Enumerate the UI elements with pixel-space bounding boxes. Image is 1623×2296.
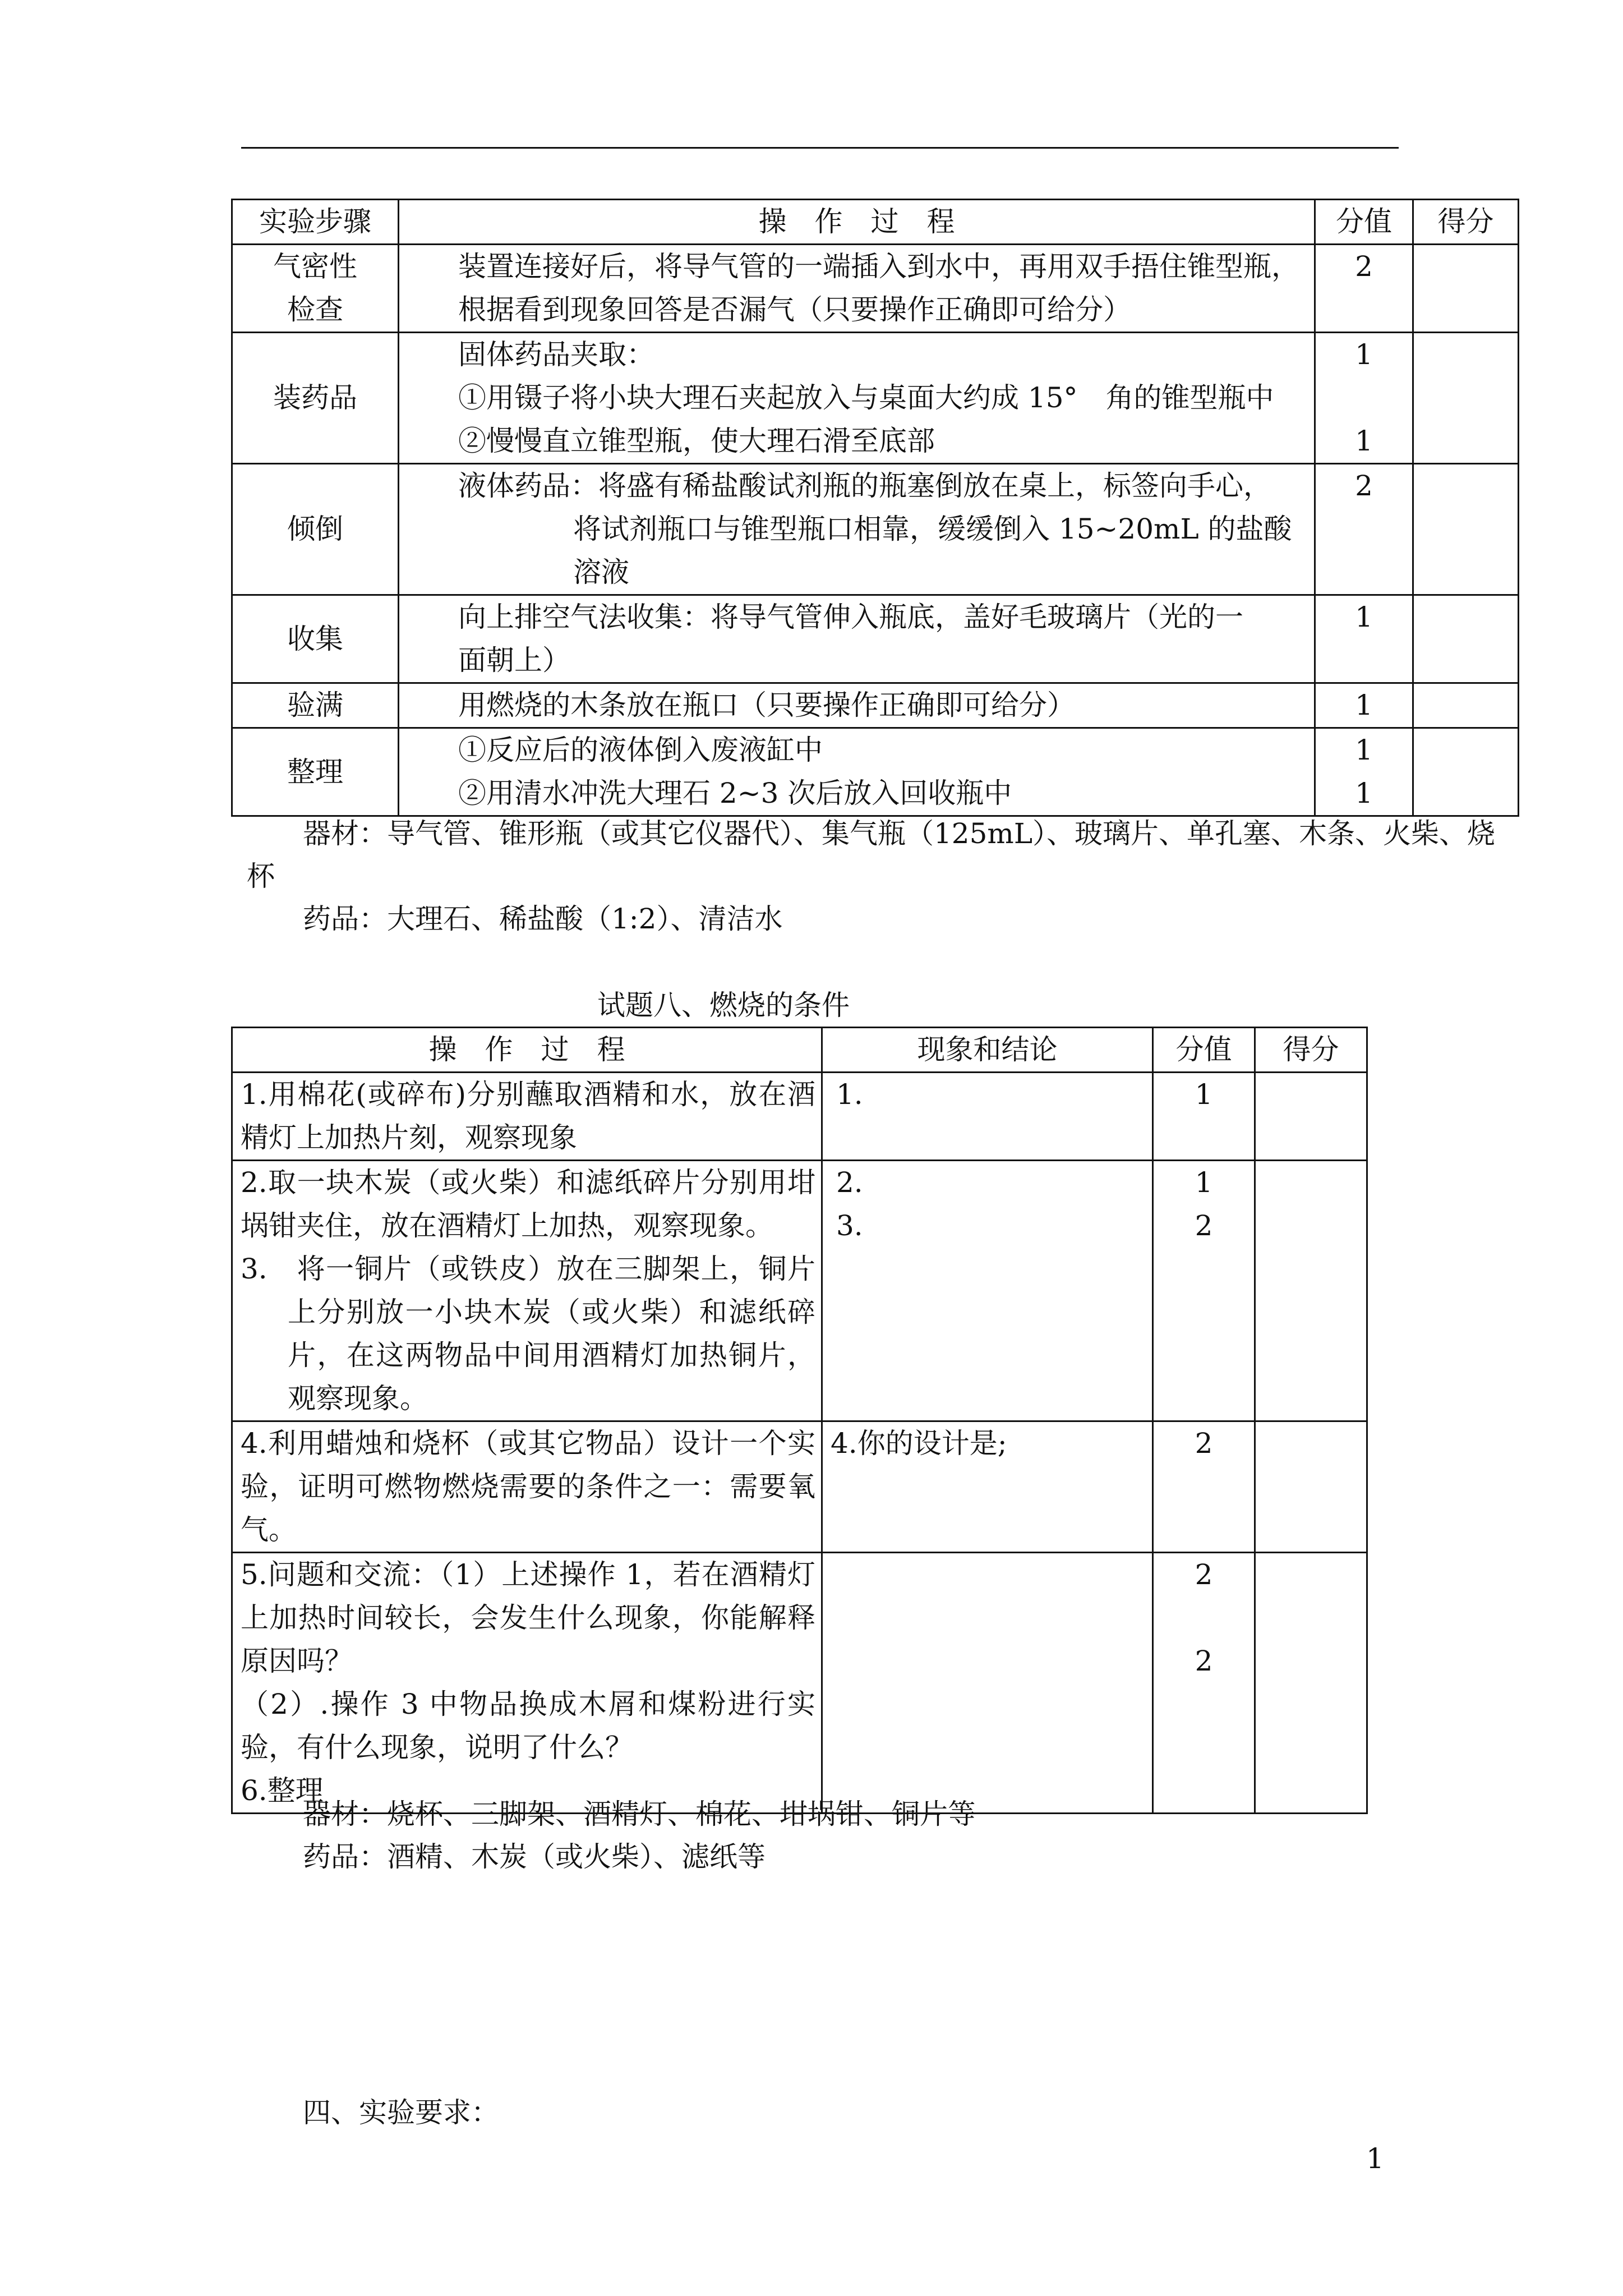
score-cell <box>1153 1161 1255 1421</box>
operation-text: ②用清水冲洗大理石 2~3 次后放入回收瓶中 <box>458 777 1012 809</box>
earned-score-cell <box>1413 245 1519 333</box>
operation-cell <box>399 683 1315 728</box>
operation-text: 向上排空气法收集：将导气管伸入瓶底，盖好毛玻璃片（光的一 <box>458 601 1243 633</box>
table-header-row <box>232 1028 1367 1073</box>
phenomenon-cell <box>822 1073 1153 1161</box>
table-row <box>232 595 1519 683</box>
experiment-steps-table <box>231 199 1519 817</box>
step-cell: 收集 <box>232 595 399 683</box>
table-row <box>232 1421 1367 1553</box>
table-row <box>232 728 1519 816</box>
step-text: 气密性 <box>273 250 357 283</box>
score-value: 1 <box>1355 338 1373 371</box>
earned-score-cell <box>1255 1553 1367 1814</box>
score-cell <box>1153 1553 1255 1814</box>
score-cell <box>1315 595 1413 683</box>
score-value: 2 <box>1195 1209 1213 1242</box>
operation-cell <box>232 1073 822 1161</box>
earned-score-cell <box>1255 1161 1367 1421</box>
operation-text: ②慢慢直立锥型瓶，使大理石滑至底部 <box>458 425 935 457</box>
step-text: 检查 <box>287 293 343 326</box>
table-row <box>232 464 1519 595</box>
column-header: 分值 <box>1315 200 1413 245</box>
column-header: 分值 <box>1153 1028 1255 1073</box>
step-cell: 验满 <box>232 683 399 728</box>
score-value: 1 <box>1355 425 1373 457</box>
operation-text: 将试剂瓶口与锥型瓶口相靠，缓缓倒入 15~20mL 的盐酸 <box>573 513 1292 545</box>
table-row <box>232 333 1519 464</box>
table-row <box>232 1073 1367 1161</box>
operation-text: （2）.操作 3 中物品换成木屑和煤粉进行实验，有什么现象，说明了什么？ <box>241 1688 815 1764</box>
operation-text: 固体药品夹取： <box>458 338 654 371</box>
table-row <box>232 1553 1367 1814</box>
operation-text: 用燃烧的木条放在瓶口（只要操作正确即可给分） <box>458 689 1075 721</box>
operation-text: 5.问题和交流：（1）上述操作 1，若在酒精灯上加热时间较长，会发生什么现象，你能解释原因吗？ <box>241 1558 815 1677</box>
operation-text: 4.利用蜡烛和烧杯（或其它物品）设计一个实验，证明可燃物燃烧需要的条件之一：需要氧气。 <box>241 1427 815 1546</box>
operation-cell <box>232 1421 822 1553</box>
score-value: 1 <box>1195 1078 1213 1111</box>
reagent-list: 药品：酒精、木炭（或火柴）、滤纸等 <box>303 1841 766 1873</box>
score-value: 2 <box>1195 1427 1213 1460</box>
section-title: 试题八、燃烧的条件 <box>597 989 850 1022</box>
earned-score-cell <box>1255 1421 1367 1553</box>
operation-text: 6.整理 <box>241 1774 324 1807</box>
score-value: 2 <box>1195 1558 1213 1591</box>
phenomenon-text: 3. <box>836 1209 863 1242</box>
score-cell <box>1315 333 1413 464</box>
score-value: 1 <box>1355 734 1373 766</box>
table-row <box>232 683 1519 728</box>
earned-score-cell <box>1413 728 1519 816</box>
step-cell: 倾倒 <box>232 464 399 595</box>
header-rule <box>241 147 1399 149</box>
column-header: 现象和结论 <box>822 1028 1153 1073</box>
score-value <box>1154 1596 1254 1640</box>
score-value: 2 <box>1355 470 1373 502</box>
earned-score-cell <box>1413 683 1519 728</box>
section-heading: 四、实验要求： <box>303 2096 499 2129</box>
column-header: 操 作 过 程 <box>232 1028 822 1073</box>
operation-cell <box>399 245 1315 333</box>
equipment-list: 器材：导气管、锥形瓶（或其它仪器代）、集气瓶（125mL）、玻璃片、单孔塞、木条、火柴、烧 <box>303 817 1496 850</box>
page-number: 1 <box>1366 2142 1384 2175</box>
step-cell: 整理 <box>232 728 399 816</box>
operation-cell <box>399 595 1315 683</box>
step-cell <box>232 245 399 333</box>
operation-cell <box>232 1161 822 1421</box>
reagent-list: 药品：大理石、稀盐酸（1:2）、清洁水 <box>303 903 783 935</box>
score-value: 1 <box>1195 1166 1213 1199</box>
score-value: 2 <box>1195 1645 1213 1677</box>
operation-cell <box>399 464 1315 595</box>
phenomenon-text: 4.你的设计是; <box>831 1427 1007 1460</box>
operation-text: 2.取一块木炭（或火柴）和滤纸碎片分别用坩埚钳夹住，放在酒精灯上加热，观察现象。 <box>241 1166 815 1242</box>
score-value: 1 <box>1355 689 1373 721</box>
phenomenon-cell <box>822 1161 1153 1421</box>
score-value: 1 <box>1355 777 1373 809</box>
equipment-list: 器材：烧杯、三脚架、酒精灯、棉花、坩埚钳、铜片等 <box>303 1798 976 1830</box>
score-cell <box>1153 1073 1255 1161</box>
table-row <box>232 245 1519 333</box>
score-cell <box>1315 245 1413 333</box>
operation-text: ①反应后的液体倒入废液缸中 <box>458 734 823 766</box>
combustion-conditions-table <box>231 1027 1368 1814</box>
earned-score-cell <box>1255 1073 1367 1161</box>
equipment-list-continued: 杯 <box>247 860 275 892</box>
operation-text: 1.用棉花(或碎布)分别蘸取酒精和水，放在酒精灯上加热片刻，观察现象 <box>241 1078 815 1154</box>
operation-text: 液体药品：将盛有稀盐酸试剂瓶的瓶塞倒放在桌上，标签向手心， <box>458 470 1271 502</box>
score-value: 2 <box>1355 250 1373 283</box>
column-header: 得分 <box>1413 200 1519 245</box>
phenomenon-cell <box>822 1553 1153 1814</box>
score-value <box>1316 376 1412 420</box>
operation-text: ①用镊子将小块大理石夹起放入与桌面大约成 15° 角的锥型瓶中 <box>458 381 1274 414</box>
operation-text: 溶液 <box>573 556 629 588</box>
operation-cell <box>399 333 1315 464</box>
operation-text: 根据看到现象回答是否漏气（只要操作正确即可给分） <box>458 293 1131 326</box>
table-header-row <box>232 200 1519 245</box>
earned-score-cell <box>1413 333 1519 464</box>
score-cell <box>1315 683 1413 728</box>
phenomenon-text: 1. <box>836 1078 863 1111</box>
earned-score-cell <box>1413 595 1519 683</box>
phenomenon-cell <box>822 1421 1153 1553</box>
column-header: 实验步骤 <box>232 200 399 245</box>
column-header: 得分 <box>1255 1028 1367 1073</box>
phenomenon-text <box>836 1553 1152 1596</box>
score-cell <box>1315 728 1413 816</box>
operation-text: 装置连接好后，将导气管的一端插入到水中，再用双手捂住锥型瓶， <box>458 250 1299 283</box>
score-value: 1 <box>1355 601 1373 633</box>
operation-text: 面朝上） <box>458 644 570 677</box>
column-header: 操 作 过 程 <box>399 200 1315 245</box>
phenomenon-text: 2. <box>836 1166 863 1199</box>
step-cell: 装药品 <box>232 333 399 464</box>
table-row <box>232 1161 1367 1421</box>
operation-text: 3. 将一铜片（或铁皮）放在三脚架上，铜片上分别放一小块木炭（或火柴）和滤纸碎片，在这两物品中间用酒精灯加热铜片，观察现象。 <box>241 1253 815 1415</box>
score-cell <box>1315 464 1413 595</box>
operation-cell <box>232 1553 822 1814</box>
score-cell <box>1153 1421 1255 1553</box>
earned-score-cell <box>1413 464 1519 595</box>
operation-cell <box>399 728 1315 816</box>
